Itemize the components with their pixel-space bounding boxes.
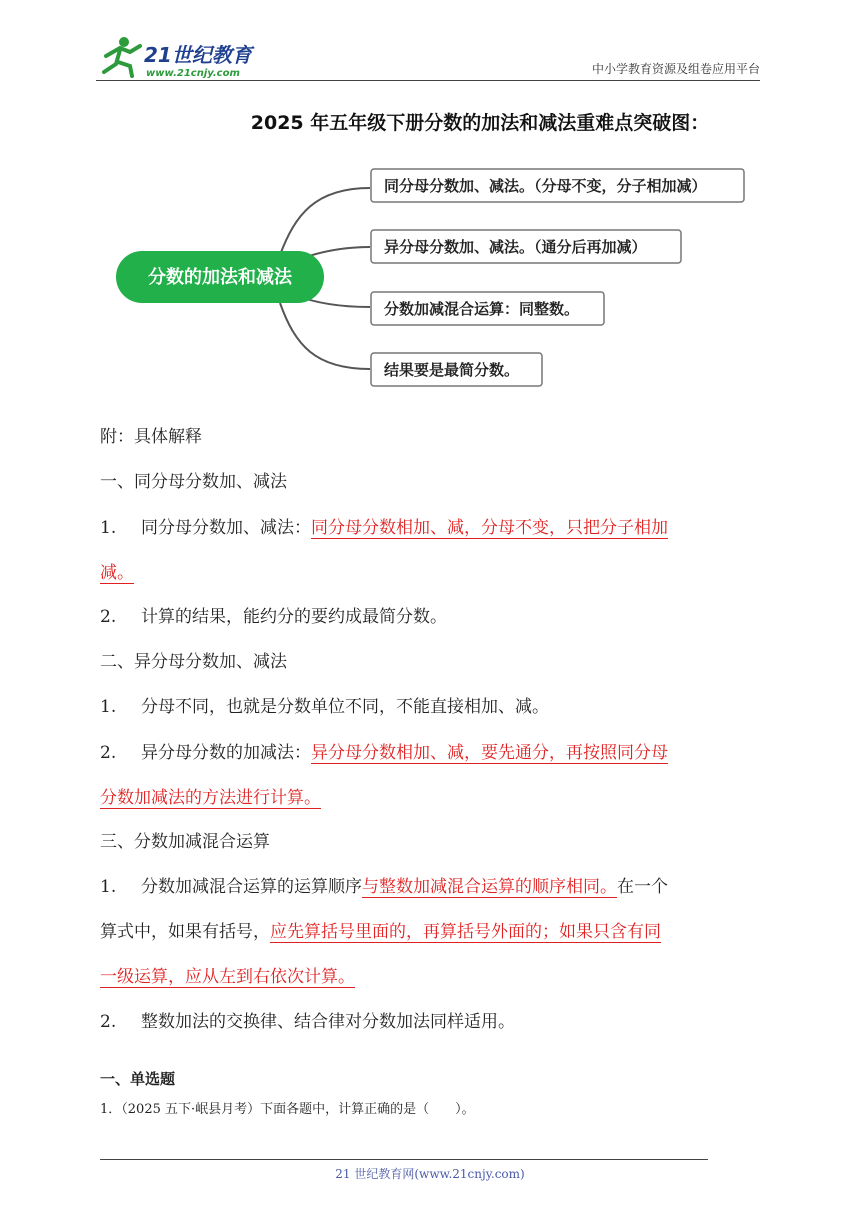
footer-text: 21 世纪教育网(www.21cnjy.com) <box>335 1167 525 1181</box>
s1-p1-lead: 同分母分数加、减法： <box>141 518 311 538</box>
s3-p1-line3-highlight: 一级运算，应从左到右依次计算。 <box>100 967 355 987</box>
s2-paragraph-2-cont <box>100 787 321 809</box>
root-node-label: 分数的加法和减法 <box>148 267 292 288</box>
branch-node-1-label: 同分母分数加、减法。（分母不变，分子相加减） <box>384 177 707 195</box>
branch-node-2-label: 异分母分数加、减法。（通分后再加减） <box>384 238 647 256</box>
s2-p2-highlight: 异分母分数相加、减，要先通分，再按照同分母 <box>311 743 668 763</box>
section-1-title: 一、同分母分数加、减法 <box>100 472 287 492</box>
s3-paragraph-1-line2 <box>100 921 661 943</box>
list-number: 1. <box>100 697 117 717</box>
branch-node-4-label: 结果要是最简分数。 <box>384 361 520 379</box>
section-3-title: 三、分数加减混合运算 <box>100 832 270 852</box>
s3-p2-text: 整数加法的交换律、结合律对分数加法同样适用。 <box>141 1012 515 1032</box>
s3-p1-highlight: 与整数加减混合运算的顺序相同。 <box>362 877 617 897</box>
s3-p1-line2-lead: 算式中，如果有括号， <box>100 922 270 942</box>
list-number: 1. <box>100 877 117 897</box>
logo-text: 21世纪教育 <box>144 43 252 67</box>
s3-p1-lead: 分数加减混合运算的运算顺序 <box>141 877 362 897</box>
page-title: 2025 年五年级下册分数的加法和减法重难点突破图： <box>250 112 710 134</box>
header-divider <box>96 80 760 81</box>
s2-p2-highlight-cont: 分数加减法的方法进行计算。 <box>100 788 321 808</box>
s3-paragraph-2 <box>100 1011 515 1033</box>
s1-paragraph-1 <box>100 517 668 539</box>
section-2-title: 二、异分母分数加、减法 <box>100 652 287 672</box>
s2-paragraph-1 <box>100 696 549 718</box>
logo-url: www.21cnjy.com <box>146 68 240 79</box>
s1-paragraph-2 <box>100 606 447 628</box>
connector-1 <box>280 188 370 255</box>
s3-p1-line2-highlight: 应先算括号里面的，再算括号外面的；如果只含有同 <box>270 922 661 942</box>
s1-p2-text: 计算的结果，能约分的要约成最简分数。 <box>141 607 447 627</box>
mind-map <box>100 155 780 405</box>
branch-node-3-label: 分数加减混合运算：同整数。 <box>384 300 580 318</box>
s3-paragraph-1-line3 <box>100 966 355 988</box>
logo <box>96 36 266 80</box>
s2-p1-text: 分母不同，也就是分数单位不同，不能直接相加、减。 <box>141 697 549 717</box>
connector-4 <box>280 303 370 369</box>
explain-heading: 附：具体解释 <box>100 427 202 447</box>
s2-p2-lead: 异分母分数的加减法： <box>141 743 311 763</box>
list-number: 2. <box>100 1012 117 1032</box>
list-number: 1. <box>100 518 117 538</box>
s3-paragraph-1 <box>100 876 668 898</box>
list-number: 2. <box>100 743 117 763</box>
s3-p1-tail: 在一个 <box>617 877 668 897</box>
s1-p1-highlight-cont: 减。 <box>100 563 134 583</box>
section-single-choice: 一、单选题 <box>100 1070 176 1088</box>
footer-divider <box>100 1159 708 1160</box>
s1-paragraph-1-cont <box>100 562 134 584</box>
s2-paragraph-2 <box>100 742 668 764</box>
runner-icon <box>104 37 140 76</box>
question-1: 1．（2025 五下·岷县月考）下面各题中，计算正确的是（ ）。 <box>100 1102 475 1117</box>
s1-p1-highlight: 同分母分数相加、减，分母不变，只把分子相加 <box>311 518 668 538</box>
platform-name: 中小学教育资源及组卷应用平台 <box>591 62 760 76</box>
list-number: 2. <box>100 607 117 627</box>
